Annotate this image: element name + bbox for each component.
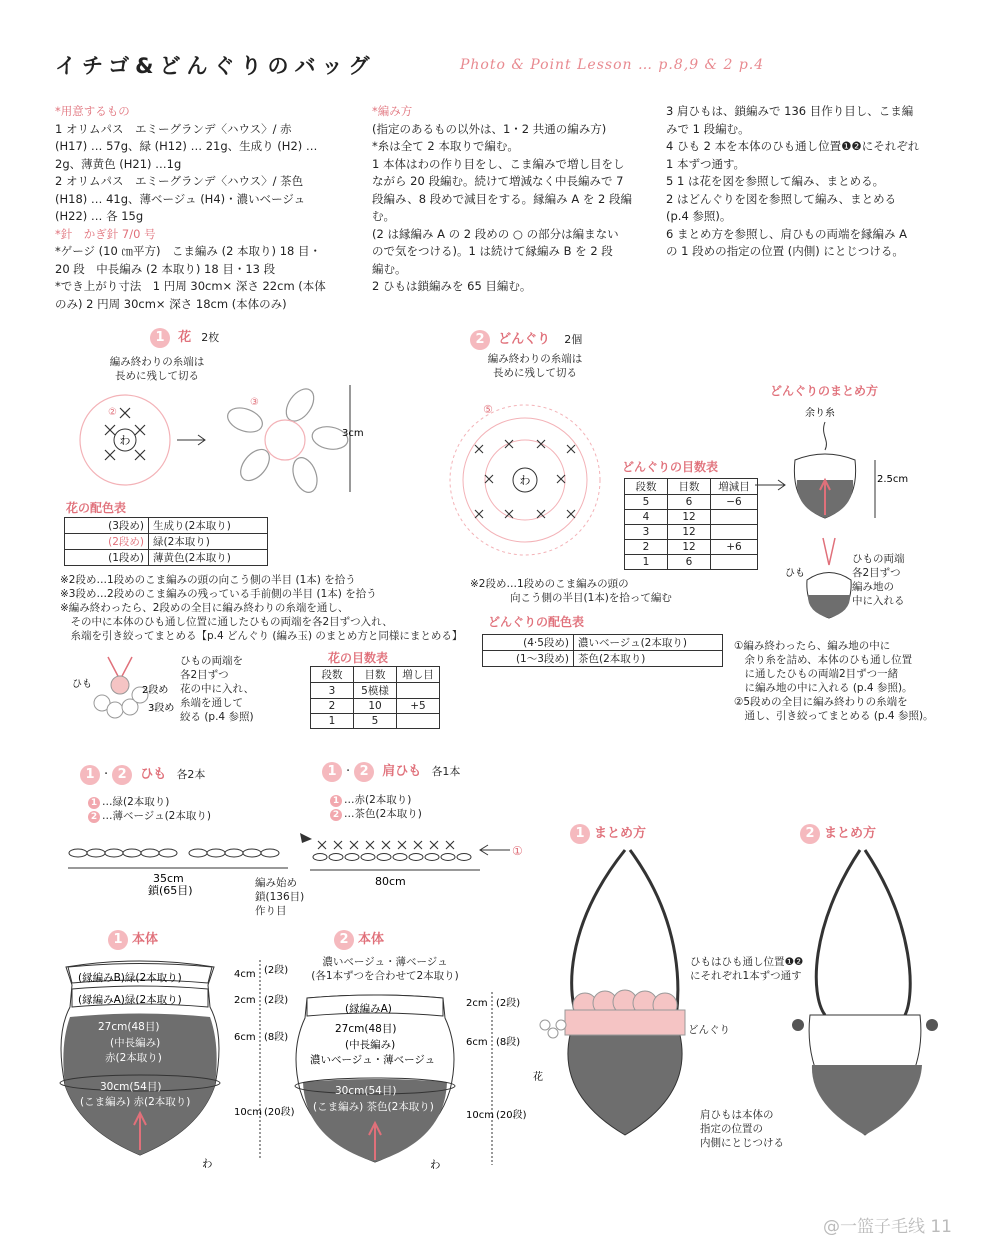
method-line: 4 ひも 2 本を本体のひも通し位置❶❷にそれぞれ: [666, 139, 920, 153]
acorn-section-title: 2 どんぐり 2個: [470, 328, 582, 350]
finish2-acorn-label: どんぐり: [688, 1024, 730, 1036]
flower-section-title: 1 花 2枚: [150, 326, 219, 348]
svg-text:①: ①: [512, 844, 523, 858]
table-row: 1 5: [311, 714, 440, 729]
svg-text:ひも: ひも: [72, 679, 92, 690]
flower-color-title: 花の配色表: [66, 501, 127, 515]
row-2-label: ②: [108, 407, 117, 418]
svg-text:(こま編み) 茶色(2本取り): (こま編み) 茶色(2本取り): [313, 1101, 434, 1113]
svg-text:27cm(48目): 27cm(48目): [98, 1021, 160, 1033]
strap-start-note: 編み始め 鎖(136目) 作り目: [255, 877, 305, 917]
svg-text:鎖(65目): 鎖(65目): [148, 884, 193, 897]
strap-colors: 1 …赤(2本取り) 2 …茶色(2本取り): [328, 793, 422, 821]
strap-diagram: [290, 825, 540, 895]
table-row: (2段め) 緑(2本取り): [65, 534, 268, 550]
flower-assembly-note: ひもの両端を 各2目ずつ 花の中に入れ、 糸端を通して 絞る (p.4 参照): [180, 655, 255, 723]
table-row: 2 12 +6: [625, 540, 758, 555]
materials-line: (H17) … 57g、緑 (H12) … 21g、生成り (H2) …: [55, 139, 318, 153]
svg-text:(20段): (20段): [264, 1107, 295, 1118]
flower-count-table: [310, 666, 440, 729]
watermark: @一篮子毛线 11: [822, 1217, 952, 1237]
section-number: 1: [150, 328, 170, 348]
size-line: *でき上がり寸法 1 円周 30cm× 深さ 22cm (本体: [55, 279, 326, 293]
svg-text:2cm: 2cm: [466, 998, 488, 1009]
section-number: 2: [470, 330, 490, 350]
svg-text:(20段): (20段): [496, 1110, 527, 1121]
table-row: 5 6 −6: [625, 495, 758, 510]
finish2-title: 2 まとめ方: [800, 822, 876, 844]
svg-text:(2段): (2段): [264, 965, 289, 976]
acorn-himo-note: ひもの両端 各2目ずつ 編み地の 中に入れる: [852, 553, 905, 607]
svg-text:余り糸: 余り糸: [805, 408, 835, 419]
acorn-finish-title: どんぐりのまとめ方: [770, 384, 879, 398]
materials-line: (H18) … 41g、薄ベージュ (H4)・濃いベージュ: [55, 191, 306, 206]
flower-diagram: [60, 380, 370, 500]
svg-text:2段め: 2段め: [142, 685, 169, 696]
svg-text:(8段): (8段): [264, 1032, 289, 1043]
acorn-note: 編み終わりの糸端は 長めに残して切る: [487, 353, 583, 379]
svg-text:80cm: 80cm: [375, 875, 406, 888]
method-line: 2 ひもは鎖編みを 65 目編む。: [372, 279, 532, 293]
materials-line: 1 オリムパス エミーグランデ〈ハウス〉/ 赤: [55, 121, 292, 136]
svg-text:10cm: 10cm: [466, 1110, 494, 1121]
finish-note-2: 肩ひもは本体の 指定の位置の 内側にとじつける: [700, 1109, 784, 1149]
flower-assembly-diagram: [70, 655, 180, 725]
method-line: 3 肩ひもは、鎖編みで 136 目作り目し、こま編: [666, 104, 914, 118]
svg-text:30cm(54目): 30cm(54目): [100, 1081, 162, 1093]
svg-text:3段め: 3段め: [148, 703, 175, 714]
svg-text:35cm: 35cm: [153, 872, 184, 885]
svg-text:(縁編みA)緑(2本取り): (縁編みA)緑(2本取り): [78, 994, 182, 1006]
materials-line: 2g、薄黄色 (H21) …1g: [55, 156, 182, 171]
method-line: 編む。: [372, 261, 407, 276]
method-line: 5 1 は花を図を参照して編み、まとめる。: [666, 174, 885, 188]
size-line: のみ) 2 円周 30cm× 深さ 18cm (本体のみ): [55, 296, 287, 311]
arrow: [177, 435, 205, 445]
size-label: 3cm: [342, 428, 364, 439]
table-row: (4·5段め) 濃いベージュ(2本取り): [483, 635, 723, 651]
acorn-color-title: どんぐりの配色表: [488, 615, 585, 629]
cord-section-title: 1 · 2 ひも 各2本: [80, 763, 205, 785]
svg-text:花: 花: [533, 1072, 543, 1083]
cord-colors: 1 …緑(2本取り) 2 …薄ベージュ(2本取り): [86, 795, 211, 823]
gauge-line: 20 段 中長編み (2 本取り) 18 目・13 段: [55, 261, 276, 276]
method-line: 1 本体はわの作り目をし、こま編みで増し目をし: [372, 156, 625, 171]
materials-line: 2 オリムパス エミーグランデ〈ハウス〉/ 茶色: [55, 174, 304, 188]
method2-block: [666, 103, 946, 261]
svg-text:30cm(54目): 30cm(54目): [335, 1085, 397, 1097]
body1-section-title: 1 本体: [108, 928, 158, 950]
flower-notes: ※2段め…1段めのこま編みの頭の向こう側の半目 (1本) を拾う ※3段め…2段めのこま編みの残っている手前側の半目 (1本) を拾う ※編み終わったら、2段めの全目に編み終わりの糸端を通し、 その中に本体のひも通し位置に通したひもの両端を各2目ずつ入れ、 糸端を引き絞ってまとめる【p.4 どんぐり (編み玉) のまとめ方と同様にまとめる】: [60, 574, 463, 642]
svg-text:2.5cm: 2.5cm: [877, 474, 909, 485]
finished-flower: [224, 384, 349, 496]
flower-count-title: 花の目数表: [328, 651, 389, 665]
method-line: (2 は縁編み A の 2 段めの ○ の部分は編まない: [372, 226, 619, 241]
method-line: 1 本ずつ通す。: [666, 156, 746, 171]
method-line: 6 まとめ方を参照し、肩ひもの両端を縁編み A: [666, 226, 907, 241]
acorn-note2: ※2段め…1段めのこま編みの頭の 向こう側の半目(1本)を拾って編む: [470, 578, 672, 604]
svg-text:わ: わ: [202, 1158, 213, 1170]
table-row: 4 12: [625, 510, 758, 525]
page-subtitle: Photo & Point Lesson … p.8,9 & 2 p.4: [460, 57, 765, 73]
table-row: (3段め) 生成り(2本取り): [65, 518, 268, 534]
row-3-label: ③: [250, 397, 259, 408]
acorn-steps: ①編み終わったら、編み地の中に 余り糸を詰め、本体のひも通し位置 に通したひもの両端2目ずつ一緒 に編み地の中に入れる (p.4 参照)。 ②5段めの全目に編み終わりの糸端を 通し、引き絞ってまとめる (p.4 参照)。: [734, 640, 934, 722]
method-line: (p.4 参照)。: [666, 209, 732, 223]
table-row: 3 5模様: [311, 683, 440, 699]
finish1-diagram: [525, 845, 695, 1145]
body2-section-title: 2 本体: [334, 928, 384, 950]
body1-dimensions: [230, 955, 295, 1185]
svg-text:わ: わ: [519, 474, 531, 487]
flower-color-table: [64, 517, 268, 566]
svg-text:(こま編み) 赤(2本取り): (こま編み) 赤(2本取り): [80, 1096, 191, 1108]
strap-section-title: 1 · 2 肩ひも 各1本: [322, 760, 460, 782]
acorn-color-table: [482, 634, 723, 667]
method-block: [372, 103, 652, 296]
table-row: 3 12: [625, 525, 758, 540]
materials-block: [55, 103, 355, 313]
finish-note-1: ひもはひも通し位置❶❷ にそれぞれ1本ずつ通す: [690, 956, 804, 982]
body2-dimensions: [462, 990, 527, 1190]
svg-text:ひも: ひも: [785, 568, 805, 579]
acorn-count-title: どんぐりの目数表: [622, 460, 719, 474]
gauge-line: *ゲージ (10 ㎝平方) こま編み (2 本取り) 18 目・: [55, 244, 321, 258]
table-row: (1〜3段め) 茶色(2本取り): [483, 651, 723, 667]
acorn-diagram: [445, 385, 605, 585]
svg-text:⑤: ⑤: [483, 403, 493, 416]
method-heading: *編み方: [372, 104, 413, 118]
ring-label: わ: [119, 434, 131, 447]
needle-line: *針 かぎ針 7/0 号: [55, 226, 156, 241]
method-line: の 1 段めの指定の位置 (内側) にとじつける。: [666, 244, 904, 258]
body2-top-note: 濃いベージュ・薄ベージュ (各1本ずつを合わせて2本取り): [311, 956, 459, 982]
svg-text:わ: わ: [430, 1159, 441, 1171]
table-row: 1 6: [625, 555, 758, 570]
svg-text:2cm: 2cm: [234, 995, 256, 1006]
materials-heading: *用意するもの: [55, 104, 130, 118]
flower-note: 編み終わりの糸端は 長めに残して切る: [109, 356, 205, 382]
svg-text:(中長編み): (中長編み): [345, 1039, 396, 1051]
svg-text:赤(2本取り): 赤(2本取り): [105, 1052, 162, 1064]
method-line: (指定のあるもの以外は、1・2 共通の編み方): [372, 121, 607, 136]
svg-text:(縁編みA): (縁編みA): [345, 1003, 392, 1015]
finish1-title: 1 まとめ方: [570, 822, 646, 844]
svg-text:(2段): (2段): [264, 995, 289, 1006]
method-line: ながら 20 段編む。続けて増減なく中長編みで 7: [372, 174, 624, 188]
svg-text:6cm: 6cm: [466, 1037, 488, 1048]
svg-text:(縁編みB)緑(2本取り): (縁編みB)緑(2本取り): [78, 972, 182, 984]
acorn-count-table: [624, 478, 758, 570]
svg-text:27cm(48目): 27cm(48目): [335, 1023, 397, 1035]
materials-line: (H22) … 各 15g: [55, 209, 144, 223]
svg-text:(8段): (8段): [496, 1037, 521, 1048]
page-title: イチゴ&どんぐりのバッグ: [55, 54, 376, 78]
svg-text:4cm: 4cm: [234, 969, 256, 980]
table-row: 2 10 +5: [311, 699, 440, 714]
table-row: 段数 目数 増し目: [311, 667, 440, 683]
method-line: 段編み、8 段めで減目をする。縁編み A を 2 段編む。: [372, 191, 632, 223]
method-line: 2 はどんぐりを図を参照して編み、まとめる: [666, 191, 897, 206]
table-row: 段数 目数 増減目: [625, 479, 758, 495]
svg-text:(2段): (2段): [496, 998, 521, 1009]
method-line: *糸は全て 2 本取りで編む。: [372, 139, 519, 153]
method-line: ので気をつける)。1 は続けて縁編み B を 2 段: [372, 244, 613, 258]
table-row: (1段め) 薄黄色(2本取り): [65, 550, 268, 566]
method-line: みで 1 段編む。: [666, 121, 750, 136]
svg-text:濃いベージュ・薄ベージュ: 濃いベージュ・薄ベージュ: [310, 1054, 436, 1066]
svg-text:10cm: 10cm: [234, 1107, 262, 1118]
svg-text:(中長編み): (中長編み): [110, 1037, 161, 1049]
svg-text:6cm: 6cm: [234, 1032, 256, 1043]
